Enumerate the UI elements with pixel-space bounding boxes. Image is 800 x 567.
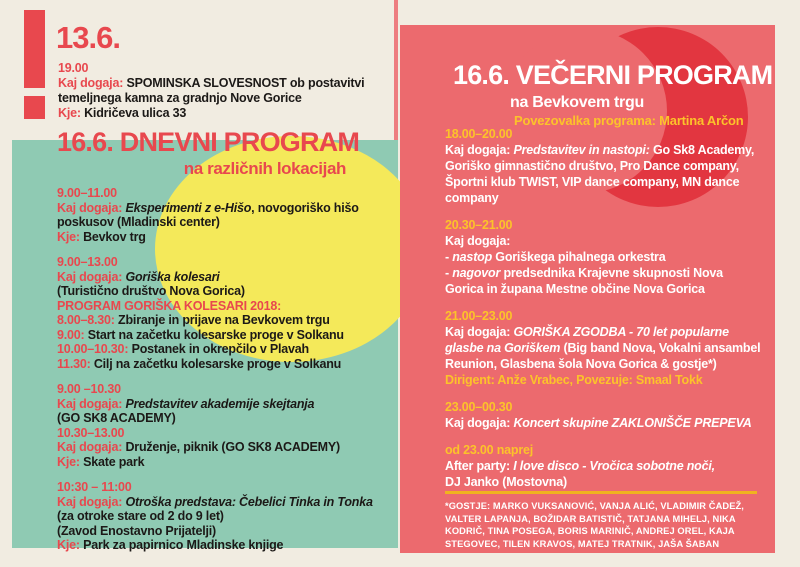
text-segment: Skate park: [83, 454, 145, 469]
text-segment: Goriška kolesari: [125, 269, 220, 284]
text-segment: Predstavitev in nastopi:: [513, 143, 653, 157]
text-segment: nagovor: [452, 266, 501, 280]
text-segment: 10.30–13.00: [57, 425, 125, 440]
event-block: [57, 186, 391, 244]
text-segment: Postanek in okrepčilo v Plavah: [131, 342, 309, 356]
text-segment: I love disco - Vročica sobotne noči,: [513, 459, 715, 473]
text-line: [445, 415, 763, 431]
text-line: [57, 186, 391, 201]
text-line: [57, 201, 391, 230]
event-block: [57, 382, 391, 469]
text-segment: Kidričeva ulica 33: [84, 106, 187, 120]
text-segment: Bevkov trg: [83, 229, 146, 244]
text-line: [57, 509, 391, 524]
exclamation-icon: [24, 10, 45, 88]
vecerni-program-events: [445, 126, 763, 501]
text-segment: SPOMINSKA SLOVESNOST ob postavitvi temeljnega kamna za gradnjo Nove Gorice: [58, 76, 365, 105]
event-block: [445, 126, 763, 206]
text-line: [57, 538, 391, 553]
text-line: [445, 265, 763, 297]
text-segment: Kaj dogaja:: [445, 143, 514, 157]
text-segment: -: [445, 266, 453, 280]
text-line: [58, 61, 368, 76]
vecerni-program-subtitle: na Bevkovem trgu: [510, 94, 644, 111]
text-segment: (Turistično društvo Nova Gorica): [57, 284, 245, 298]
event-13-6-block: [58, 61, 368, 121]
text-segment: 19.00: [58, 61, 89, 75]
text-segment: Cilj na začetku kolesarske proge v Solkanu: [93, 356, 342, 371]
text-segment: Eksperimenti z e-Hišo: [125, 200, 252, 215]
text-line: [57, 455, 391, 470]
text-line: [57, 230, 391, 245]
text-segment: , novogoriško hišo poskusov (Mladinski center): [57, 200, 359, 229]
text-segment: Dirigent: Anže Vrabec, Povezuje: Smaal Tokk: [445, 373, 703, 387]
text-line: [445, 217, 763, 233]
text-line: [57, 440, 391, 455]
text-segment: 23.00–00.30: [445, 400, 513, 414]
text-line: [445, 442, 763, 458]
text-segment: 8.00–8.30:: [57, 313, 119, 327]
text-segment: Kaj dogaja:: [445, 416, 514, 430]
text-segment: Kaj dogaja:: [57, 269, 126, 284]
text-segment: (GO SK8 ACADEMY): [57, 411, 176, 425]
text-segment: After party:: [445, 459, 514, 473]
text-segment: Kje:: [57, 454, 84, 469]
text-segment: Druženje, piknik (GO SK8 ACADEMY): [125, 440, 340, 454]
text-line: [57, 480, 391, 495]
panel-edge-line: [394, 0, 398, 140]
dnevni-program-subtitle: na različnih lokacijah: [183, 159, 346, 178]
text-segment: 9.00–11.00: [57, 186, 117, 200]
text-segment: nastop: [452, 250, 493, 264]
text-segment: Kaj dogaja:: [57, 200, 126, 215]
event-block: [445, 308, 763, 388]
text-line: [57, 313, 391, 328]
text-segment: od 23.00 naprej: [445, 443, 534, 457]
right-panel: [400, 25, 775, 553]
text-segment: 9.00:: [57, 327, 88, 342]
text-segment: Start na začetku kolesarske proge v Solkanu: [87, 327, 344, 342]
text-segment: Koncert skupine ZAKLONIŠČE PREPEVA: [513, 416, 752, 430]
text-line: [445, 126, 763, 142]
text-line: [57, 284, 391, 299]
text-line: [445, 308, 763, 324]
text-segment: Goriškega pihalnega orkestra: [492, 250, 666, 264]
text-segment: Zbiranje in prijave na Bevkovem trgu: [118, 313, 330, 327]
text-line: [445, 458, 763, 474]
event-block: [57, 255, 391, 371]
text-segment: Kaj dogaja:: [57, 396, 126, 411]
text-line: [445, 324, 763, 372]
text-line: [57, 299, 391, 314]
text-segment: Otroška predstava: Čebelici Tinka in Tonka: [125, 494, 373, 509]
text-segment: Kaj dogaja:: [57, 440, 126, 454]
text-segment: Kje:: [57, 538, 84, 552]
text-line: [57, 382, 391, 397]
text-line: [58, 76, 368, 106]
program-host-line: Povezovalka programa: Martina Arčon: [514, 113, 744, 128]
text-segment: Go Sk8 Academy, Goriško gimnastično društvo, Pro Dance company, Športni klub TWIST, VIP dance company, MN dance company: [445, 143, 755, 205]
date-13-6-heading: 13.6.: [56, 20, 120, 55]
text-line: [57, 328, 391, 343]
text-segment: GORIŠKA ZGODBA - 70 let popularne glasbe na Goriškem: [445, 325, 729, 355]
text-segment: Kaj dogaja:: [58, 76, 127, 90]
text-segment: Park za papirnico Mladinske knjige: [83, 538, 284, 552]
text-line: [57, 255, 391, 270]
text-line: [57, 357, 391, 372]
text-segment: PROGRAM GORIŠKA KOLESARI 2018:: [57, 298, 282, 313]
text-line: [58, 106, 368, 121]
text-line: [57, 524, 391, 539]
event-block: [445, 217, 763, 297]
dnevni-program-title: 16.6. DNEVNI PROGRAM: [57, 127, 360, 157]
text-segment: -: [445, 250, 453, 264]
event-block: [57, 480, 391, 553]
text-segment: Kaj dogaja:: [445, 234, 511, 248]
text-segment: Kaj dogaja:: [57, 494, 126, 509]
text-segment: DJ Janko (Mostovna): [445, 475, 567, 489]
footer-divider-line: [445, 491, 757, 494]
guests-footnote: *GOSTJE: MARKO VUKSANOVIĆ, VANJA ALIĆ, VLADIMIR ČADEŽ, VALTER LAPANJA, BOŽIDAR BATISTIČ, TATJANA MIHELJ, NIKA KODRIČ, TINA POSEGA, BORIS MARINIČ, ANDREJ OREL, KAJA STEGOVEC, TILEN KRAVOS, MATEJ TRATNIK, JAŠA ŠABAN: [445, 501, 744, 549]
text-segment: 11.30:: [57, 356, 94, 371]
text-segment: 21.00–23.00: [445, 309, 513, 323]
text-segment: 9.00 –10.30: [57, 382, 121, 396]
text-line: [57, 426, 391, 441]
vecerni-program-title: 16.6. VEČERNI PROGRAM: [453, 60, 773, 90]
text-segment: Kje:: [57, 229, 84, 244]
text-segment: (Big band Nova, Vokalni ansambel Reunion, Glasbena šola Nova Gorica & gostje*): [445, 341, 761, 371]
exclamation-icon-dot: [24, 96, 45, 119]
text-segment: Kje:: [58, 106, 85, 120]
text-line: [57, 342, 391, 357]
text-segment: predsednika Krajevne skupnosti Nova Gorica in župana Mestne občine Nova Gorica: [445, 266, 723, 296]
text-line: [445, 233, 763, 249]
text-line: [445, 399, 763, 415]
text-segment: 10:30 – 11:00: [57, 480, 132, 494]
dnevni-program-events: [57, 186, 391, 564]
text-segment: 18.00–20.00: [445, 127, 513, 141]
event-block: [445, 442, 763, 490]
text-line: [445, 142, 763, 206]
event-block: [445, 399, 763, 431]
text-segment: (Zavod Enostavno Prijatelji): [57, 523, 217, 538]
text-segment: 9.00–13.00: [57, 255, 118, 269]
text-segment: Predstavitev akademije skejtanja: [125, 396, 315, 411]
text-segment: Kaj dogaja:: [445, 325, 514, 339]
text-line: [445, 249, 763, 265]
text-line: [57, 495, 391, 510]
text-segment: 20.30–21.00: [445, 218, 513, 232]
text-segment: (za otroke stare od 2 do 9 let): [57, 509, 224, 523]
text-line: [445, 372, 763, 388]
text-line: [57, 411, 391, 426]
text-line: [445, 474, 763, 490]
text-line: [57, 270, 391, 285]
text-line: [57, 397, 391, 412]
text-segment: 10.00–10.30:: [57, 342, 132, 356]
